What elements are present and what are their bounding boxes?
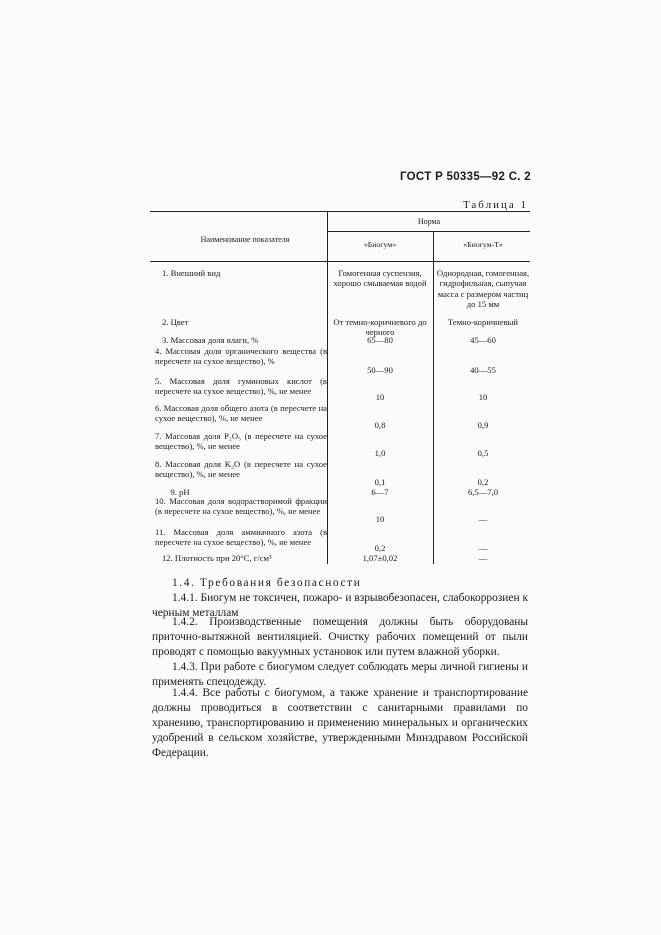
paragraph-1-4-1: 1.4.1. Биогум не токсичен, пожаро- и взрывобезопасен, слабокоррозиен к черным металлам [152, 592, 528, 620]
row-4-biogum: 50—90 [367, 365, 393, 375]
column-divider-2b [433, 261, 434, 564]
table-label: Таблица 1 [462, 199, 528, 211]
column-header-biogum-t: «Биогум-Т» [463, 240, 503, 249]
row-7-biogum: 1,0 [374, 448, 386, 458]
row-2-biogum: От темно-коричневого до черного [333, 317, 427, 338]
row-2-biogum-t: Темно-коричневый [447, 317, 519, 327]
row-5-biogum-t: 10 [478, 392, 488, 402]
column-header-norm: Норма [417, 217, 441, 226]
row-8-biogum: 0,1 [374, 477, 386, 487]
header-bottom-rule [150, 261, 530, 262]
row-7-name: 7. Массовая доля P₂O₅ (в пересчете на сухое вещество), %, не менее [155, 431, 327, 452]
row-2-name: 2. Цвет [162, 317, 189, 327]
row-3-name: 3. Массовая доля влаги, % [162, 335, 259, 345]
row-8-biogum-t: 0,2 [477, 477, 489, 487]
column-header-biogum: «Биогум» [363, 240, 397, 249]
row-3-biogum: 65—80 [367, 335, 393, 345]
row-6-biogum-t: 0,9 [477, 420, 489, 430]
column-header-name: Наименование показателя [200, 235, 290, 244]
norm-rule [327, 231, 530, 232]
paragraph-1-4-2: 1.4.2. Производственные помещения должны быть оборудованы приточно-вытяжной вентиляцией. Очистку рабочих помещений от пыли проводят с помощью вакуумных установок или путем влажной уборки. [152, 616, 528, 659]
row-10-name: 10. Массовая доля водорастворимой фракции (в пересчете на сухое вещество), %, не менее [155, 496, 327, 517]
row-12-biogum: 1,07±0,02 [362, 553, 398, 563]
column-divider-2 [433, 231, 434, 261]
row-6-name: 6. Массовая доля общего азота (в пересчете на сухое вещество), %, не менее [155, 403, 327, 424]
row-4-name: 4. Массовая доля органического вещества (в пересчете на сухое вещество), % [155, 346, 327, 367]
row-5-name: 5. Массовая доля гуминовых кислот (в пересчете на сухое вещество), %, не менее [155, 376, 327, 397]
row-1-name: 1. Внешний вид [162, 268, 221, 278]
row-4-biogum-t: 40—55 [470, 365, 496, 375]
table-top-rule [150, 211, 530, 212]
row-9-biogum-t: 6,5—7,0 [467, 487, 499, 497]
row-9-biogum: 6—7 [371, 487, 389, 497]
row-5-biogum: 10 [375, 392, 385, 402]
row-12-name: 12. Плотность при 20°С, г/см³ [162, 553, 272, 563]
row-7-biogum-t: 0,5 [477, 448, 489, 458]
row-11-biogum: 0,2 [374, 543, 386, 553]
row-3-biogum-t: 45—60 [470, 335, 496, 345]
row-8-name: 8. Массовая доля K₂O (в пересчете на сухое вещество), %, не менее [155, 459, 327, 480]
row-6-biogum: 0,8 [374, 420, 386, 430]
row-1-biogum: Гомогенная суспензия, хорошо смываемая водой [333, 268, 427, 289]
document-header: ГОСТ Р 50335—92 С. 2 [400, 171, 531, 183]
row-10-biogum: 10 [375, 514, 385, 524]
row-11-biogum-t: — [478, 543, 488, 553]
paragraph-1-4-4: 1.4.4. Все работы с биогумом, а также хранение и транспортирование должны проводиться в соответствии с санитарными правилами по хранению, транспортированию и применению минеральных и органических удобрений в сельском хозяйстве, утвержденными Минздравом Российской Федерации. [152, 687, 528, 760]
indicators-table [150, 211, 530, 564]
paragraph-1-4-3: 1.4.3. При работе с биогумом следует соблюдать меры личной гигиены и применять спецодежду. [152, 661, 528, 689]
row-10-biogum-t: — [478, 514, 488, 524]
section-heading: 1.4. Требования безопасности [172, 577, 362, 589]
row-1-biogum-t: Однородная, гомогенная, гидрофильная, сыпучая масса с размером частиц до 15 мм [436, 268, 530, 310]
row-12-biogum-t: — [478, 553, 488, 563]
row-9-name: 9. pH [170, 487, 190, 497]
row-11-name: 11. Массовая доля аммиачного азота (в пересчете на сухое вещество), %, не менее [155, 527, 327, 548]
